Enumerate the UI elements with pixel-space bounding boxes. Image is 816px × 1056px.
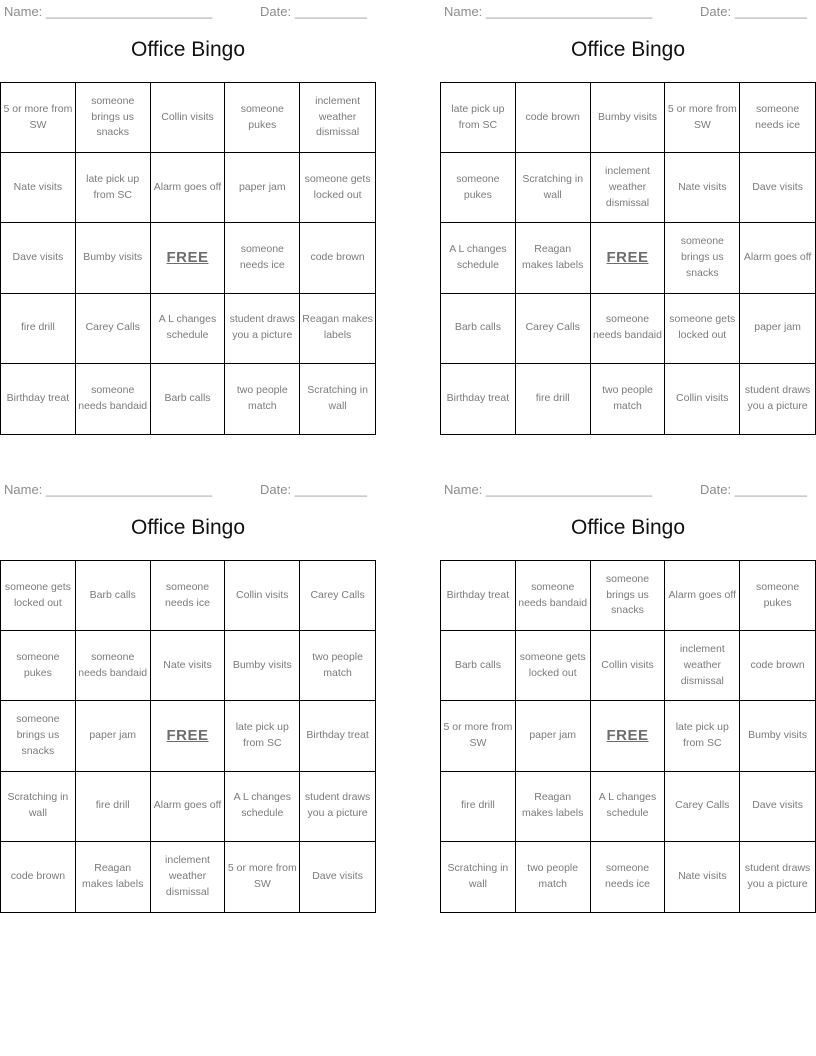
date-blank-line: __________ <box>734 482 808 497</box>
bingo-cell: someone needs bandaid <box>516 561 591 631</box>
bingo-cell: someone needs bandaid <box>591 294 666 364</box>
bingo-cell: someone needs ice <box>591 842 666 912</box>
bingo-cell: someone brings us snacks <box>665 223 740 293</box>
date-label: Date: <box>260 4 292 19</box>
bingo-cell: Scratching in wall <box>441 842 516 912</box>
date-label: Date: <box>260 482 292 497</box>
bingo-cell: Reagan makes labels <box>516 772 591 842</box>
bingo-cell: code brown <box>300 223 375 293</box>
bingo-cell: Nate visits <box>151 631 226 701</box>
name-field <box>4 4 212 19</box>
name-label: Name: <box>4 482 43 497</box>
bingo-cell: Nate visits <box>665 842 740 912</box>
bingo-cell: Alarm goes off <box>740 223 815 293</box>
bingo-cell: Carey Calls <box>516 294 591 364</box>
bingo-cell: Birthday treat <box>441 364 516 434</box>
bingo-cell: late pick up from SC <box>441 83 516 153</box>
bingo-cell: code brown <box>516 83 591 153</box>
bingo-cell: someone gets locked out <box>516 631 591 701</box>
date-blank-line: __________ <box>294 4 368 19</box>
bingo-cell: Nate visits <box>1 153 76 223</box>
bingo-grid <box>440 82 816 435</box>
bingo-cell: someone gets locked out <box>1 561 76 631</box>
date-field <box>700 4 807 19</box>
bingo-cell: inclement weather dismissal <box>151 842 226 912</box>
bingo-grid <box>0 560 376 913</box>
bingo-cell: A L changes schedule <box>441 223 516 293</box>
bingo-cell: someone needs ice <box>151 561 226 631</box>
bingo-cell: Dave visits <box>740 772 815 842</box>
name-blank-line: _______________________ <box>45 4 213 19</box>
bingo-card <box>440 478 816 914</box>
bingo-cell: Birthday treat <box>300 701 375 771</box>
bingo-cell: student draws you a picture <box>744 384 811 412</box>
date-field <box>260 4 367 19</box>
bingo-cell: student draws you a picture <box>225 294 300 364</box>
bingo-cell: student draws you a picture <box>744 862 811 890</box>
bingo-cell: A L changes schedule <box>151 294 226 364</box>
card-title: Office Bingo <box>130 38 245 61</box>
bingo-cell: fire drill <box>1 294 76 364</box>
bingo-cell: Bumby visits <box>76 223 151 293</box>
bingo-cell: two people match <box>225 364 300 434</box>
bingo-cell: someone needs bandaid <box>76 631 151 701</box>
bingo-grid <box>0 82 376 435</box>
card-title: Office Bingo <box>570 38 685 61</box>
bingo-cell: Bumby visits <box>225 631 300 701</box>
bingo-cell: someone gets locked out <box>665 294 740 364</box>
bingo-cell: Nate visits <box>665 153 740 223</box>
bingo-cell: someone needs ice <box>225 223 300 293</box>
date-label: Date: <box>700 482 732 497</box>
bingo-cell: Bumby visits <box>591 83 666 153</box>
bingo-grid <box>440 560 816 913</box>
bingo-cell: inclement weather dismissal <box>300 83 375 153</box>
bingo-cell: paper jam <box>740 294 815 364</box>
name-blank-line: _______________________ <box>45 482 213 497</box>
bingo-cell: A L changes schedule <box>591 772 666 842</box>
bingo-cell: Scratching in wall <box>307 384 368 412</box>
bingo-cell: Birthday treat <box>441 561 516 631</box>
bingo-cell: Carey Calls <box>76 294 151 364</box>
bingo-cell: Barb calls <box>441 631 516 701</box>
bingo-cell: Scratching in wall <box>1 772 76 842</box>
bingo-cell: Alarm goes off <box>665 561 740 631</box>
bingo-cell: code brown <box>1 842 76 912</box>
bingo-cell: Reagan makes labels <box>516 223 591 293</box>
bingo-cell: someone gets locked out <box>300 153 375 223</box>
bingo-cell: late pick up from SC <box>76 153 151 223</box>
bingo-cell: Reagan makes labels <box>300 294 375 364</box>
name-field <box>4 482 212 497</box>
bingo-cell: two people match <box>300 631 375 701</box>
name-blank-line: _______________________ <box>485 4 653 19</box>
date-blank-line: __________ <box>734 4 808 19</box>
free-cell: FREE <box>591 701 666 771</box>
date-blank-line: __________ <box>294 482 368 497</box>
bingo-cell: someone brings us snacks <box>591 561 666 631</box>
bingo-cell: Dave visits <box>1 223 76 293</box>
bingo-cell: Barb calls <box>76 561 151 631</box>
bingo-cell: A L changes schedule <box>225 772 300 842</box>
bingo-cell: Bumby visits <box>740 701 815 771</box>
bingo-cell: someone pukes <box>225 83 300 153</box>
bingo-cell: Collin visits <box>151 83 226 153</box>
bingo-cell: Reagan makes labels <box>76 842 151 912</box>
bingo-cell: someone pukes <box>740 561 815 631</box>
bingo-cell: Carey Calls <box>665 772 740 842</box>
free-cell: FREE <box>151 223 226 293</box>
bingo-cell: Birthday treat <box>1 364 76 434</box>
bingo-cell: someone needs ice <box>740 83 815 153</box>
bingo-cell: Barb calls <box>151 364 226 434</box>
bingo-cell: 5 or more from SW <box>1 83 76 153</box>
card-title: Office Bingo <box>570 516 685 539</box>
bingo-cell: inclement weather dismissal <box>591 153 666 223</box>
free-cell: FREE <box>591 223 666 293</box>
date-field <box>260 482 367 497</box>
bingo-cell: fire drill <box>441 772 516 842</box>
bingo-cell: two people match <box>591 364 666 434</box>
name-label: Name: <box>444 4 483 19</box>
bingo-cell: paper jam <box>76 701 151 771</box>
bingo-card <box>0 478 376 914</box>
bingo-cell: 5 or more from SW <box>665 83 740 153</box>
bingo-cell: Barb calls <box>441 294 516 364</box>
bingo-cell: Alarm goes off <box>151 153 226 223</box>
bingo-cell: 5 or more from SW <box>225 842 300 912</box>
bingo-card <box>440 0 816 436</box>
bingo-cell: someone brings us snacks <box>76 83 151 153</box>
bingo-cell: Collin visits <box>591 631 666 701</box>
bingo-cell: 5 or more from SW <box>441 701 516 771</box>
bingo-cell: fire drill <box>76 772 151 842</box>
bingo-cell: fire drill <box>516 364 591 434</box>
bingo-cell: late pick up from SC <box>225 701 300 771</box>
bingo-cell: Dave visits <box>312 870 363 883</box>
bingo-card <box>0 0 376 436</box>
name-field <box>444 4 652 19</box>
bingo-cell: Collin visits <box>665 364 740 434</box>
bingo-cell: someone brings us snacks <box>1 701 76 771</box>
card-title: Office Bingo <box>130 516 245 539</box>
bingo-cell: inclement weather dismissal <box>665 631 740 701</box>
bingo-cell: paper jam <box>516 701 591 771</box>
name-blank-line: _______________________ <box>485 482 653 497</box>
bingo-cell: Dave visits <box>740 153 815 223</box>
bingo-cell: paper jam <box>225 153 300 223</box>
bingo-cell: Collin visits <box>225 561 300 631</box>
bingo-cell: someone pukes <box>1 631 76 701</box>
free-cell: FREE <box>151 701 226 771</box>
bingo-cell: Alarm goes off <box>151 772 226 842</box>
name-label: Name: <box>444 482 483 497</box>
bingo-cell: someone needs bandaid <box>76 364 151 434</box>
bingo-cell: Scratching in wall <box>516 153 591 223</box>
bingo-cell: code brown <box>740 631 815 701</box>
date-field <box>700 482 807 497</box>
date-label: Date: <box>700 4 732 19</box>
name-label: Name: <box>4 4 43 19</box>
name-field <box>444 482 652 497</box>
bingo-cell: student draws you a picture <box>300 772 375 842</box>
bingo-cell: Carey Calls <box>300 561 375 631</box>
bingo-cell: late pick up from SC <box>665 701 740 771</box>
bingo-cell: someone pukes <box>441 153 516 223</box>
bingo-cell: two people match <box>516 842 591 912</box>
